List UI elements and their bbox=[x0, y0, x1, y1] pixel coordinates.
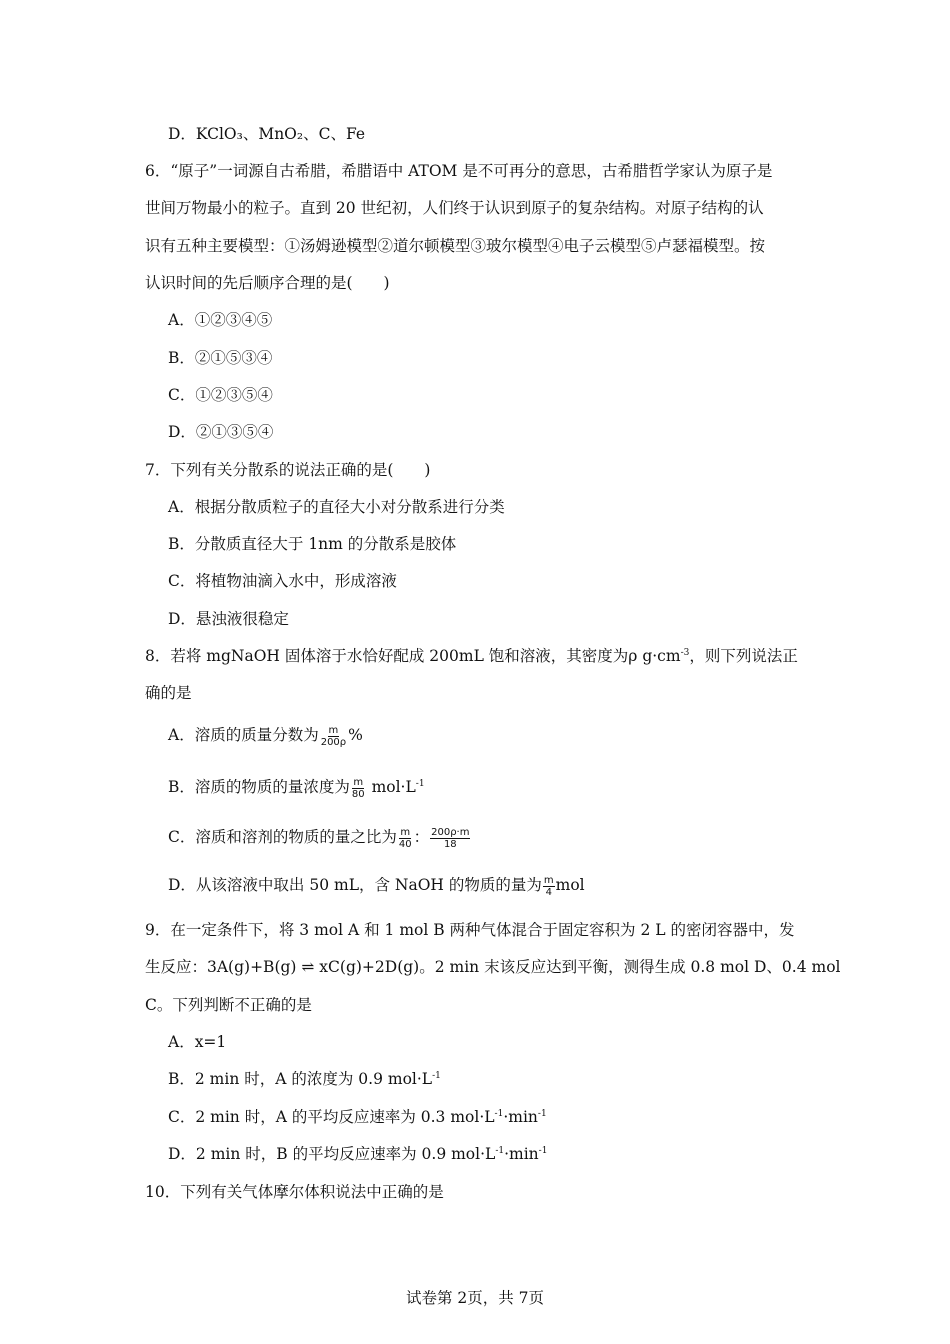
question-7-option-d: D．悬浊液很稳定 bbox=[168, 610, 289, 628]
question-6-stem-line: 认识时间的先后顺序合理的是( ) bbox=[145, 274, 390, 292]
option-text: ·min bbox=[503, 1108, 538, 1126]
question-9-option-c bbox=[168, 1106, 547, 1128]
question-5-option-d: D．KClO₃、MnO₂、C、Fe bbox=[168, 125, 366, 143]
question-6-stem-line: 世间万物最小的粒子。直到 20 世纪初，人们终于认识到原子的复杂结构。对原子结构的认 bbox=[145, 199, 764, 217]
question-6-stem-line: 识有五种主要模型：①汤姆逊模型②道尔顿模型③玻尔模型④电子云模型⑤卢瑟福模型。按 bbox=[145, 237, 766, 255]
fraction-numerator: 200ρ·m bbox=[431, 826, 470, 838]
fraction-numerator: m bbox=[353, 776, 364, 788]
superscript: -1 bbox=[495, 1146, 505, 1156]
question-8-option-a bbox=[168, 724, 363, 748]
question-8-option-c bbox=[168, 826, 471, 850]
stem-text: 8．若将 mgNaOH 固体溶于水恰好配成 200mL 饱和溶液，其密度为ρ g·cm bbox=[145, 647, 681, 665]
option-text: B．溶质的物质的量浓度为 bbox=[168, 778, 350, 796]
stem-text: ，则下列说法正 bbox=[689, 647, 798, 665]
option-text: ·min bbox=[504, 1145, 539, 1163]
option-text: D．2 min 时，B 的平均反应速率为 0.9 mol·L bbox=[168, 1145, 496, 1163]
option-text: mol bbox=[555, 876, 585, 894]
question-9-stem-line: 9．在一定条件下，将 3 mol A 和 1 mol B 两种气体混合于固定容积为 2 L 的密闭容器中，发 bbox=[145, 921, 795, 939]
option-text: C．2 min 时，A 的平均反应速率为 0.3 mol·L bbox=[168, 1108, 495, 1126]
ratio-separator: ： bbox=[413, 828, 430, 846]
superscript: -1 bbox=[538, 1146, 548, 1156]
question-9-stem-line: C。下列判断不正确的是 bbox=[145, 996, 312, 1014]
question-8-option-d bbox=[168, 874, 585, 898]
fraction-denominator: 18 bbox=[443, 838, 457, 850]
option-text: % bbox=[348, 726, 363, 744]
question-7-option-c: C．将植物油滴入水中，形成溶液 bbox=[168, 572, 397, 590]
question-6-option-a: A．①②③④⑤ bbox=[168, 311, 273, 329]
fraction-denominator: 200ρ bbox=[320, 736, 347, 748]
question-10-stem: 10．下列有关气体摩尔体积说法中正确的是 bbox=[145, 1183, 444, 1201]
question-9-stem-line: 生反应：3A(g)+B(g) ⇌ xC(g)+2D(g)。2 min 末该反应达到平衡，测得生成 0.8 mol D、0.4 mol bbox=[145, 958, 841, 976]
fraction bbox=[320, 725, 347, 748]
question-9-option-a: A．x=1 bbox=[168, 1033, 227, 1051]
fraction-numerator: m bbox=[400, 826, 411, 838]
superscript: -1 bbox=[432, 1071, 441, 1081]
option-text: B．2 min 时，A 的浓度为 0.9 mol·L bbox=[168, 1070, 433, 1088]
page-footer: 试卷第 2页，共 7页 bbox=[405, 1289, 545, 1307]
fraction-denominator: 40 bbox=[398, 838, 412, 850]
question-7-option-b: B．分散质直径大于 1nm 的分散系是胶体 bbox=[168, 535, 457, 553]
superscript: -3 bbox=[680, 648, 690, 658]
question-7-option-a: A．根据分散质粒子的直径大小对分散系进行分类 bbox=[168, 498, 505, 516]
fraction bbox=[543, 875, 555, 898]
question-7-stem: 7．下列有关分散系的说法正确的是( ) bbox=[145, 461, 431, 479]
question-6-option-d: D．②①③⑤④ bbox=[168, 423, 274, 441]
fraction-denominator: 4 bbox=[545, 886, 552, 898]
fraction-denominator: 80 bbox=[351, 788, 365, 800]
superscript: -1 bbox=[494, 1109, 504, 1119]
fraction-numerator: m bbox=[328, 724, 339, 736]
fraction bbox=[351, 777, 366, 800]
superscript: -1 bbox=[415, 779, 425, 789]
fraction-numerator: m bbox=[543, 874, 554, 886]
question-6-stem-line: 6．“原子”一词源自古希腊，希腊语中 ATOM 是不可再分的意思，古希腊哲学家认为原子是 bbox=[145, 162, 773, 180]
question-6-option-b: B．②①⑤③④ bbox=[168, 349, 273, 367]
question-9-option-d bbox=[168, 1143, 547, 1165]
fraction bbox=[398, 827, 413, 850]
option-text: A．溶质的质量分数为 bbox=[168, 726, 319, 744]
option-text: C．溶质和溶剂的物质的量之比为 bbox=[168, 828, 397, 846]
question-9-option-b bbox=[168, 1068, 441, 1090]
question-8-stem-line bbox=[145, 645, 798, 667]
fraction bbox=[430, 827, 470, 850]
option-text: D．从该溶液中取出 50 mL，含 NaOH 的物质的量为 bbox=[168, 876, 542, 894]
superscript: -1 bbox=[537, 1109, 547, 1119]
question-6-option-c: C．①②③⑤④ bbox=[168, 386, 273, 404]
question-8-stem-line: 确的是 bbox=[145, 684, 192, 702]
question-8-option-b bbox=[168, 776, 425, 800]
option-text: mol·L bbox=[366, 778, 416, 796]
